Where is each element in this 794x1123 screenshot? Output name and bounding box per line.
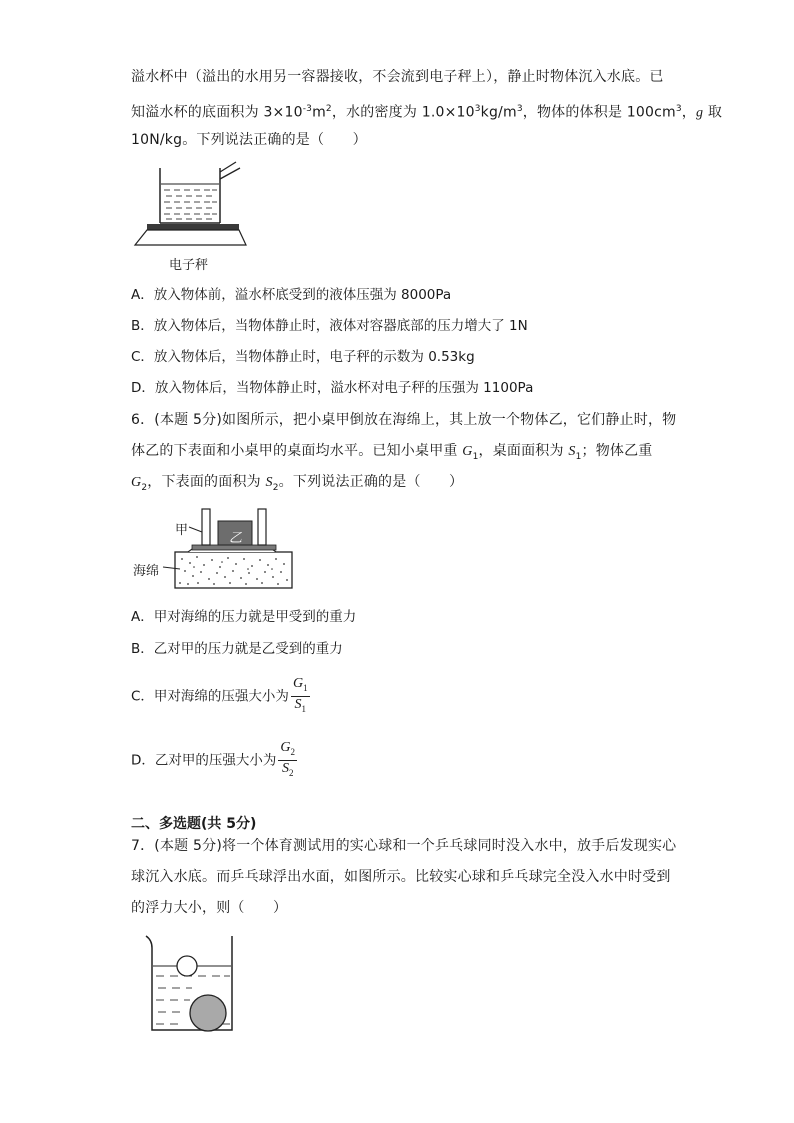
label-yi: 乙 [229,531,243,546]
fraction-d-numerator: G [280,740,291,755]
q6-option-a: A．甲对海绵的压力就是甲受到的重力 [131,609,357,625]
q5-line-2 [131,99,722,124]
q5-exp-1: -3 [302,104,313,114]
q5-line-2-text-e: ，物体的体积是 100cm [522,104,676,121]
overflow-cup-figure [130,160,255,250]
fraction-g2-over-s2 [278,740,297,781]
q7-line-2: 球沉入水底。而乒乓球浮出水面，如图所示。比较实心球和乒乓球完全没入水中时受到 [131,869,671,885]
q6-line-2-text-c: ；物体乙重 [581,443,653,459]
q6-line-2-text-a: 体乙的下表面和小桌甲的桌面均水平。已知小桌甲重 [131,443,463,459]
fraction-d-denominator: S [281,760,289,776]
fraction-c-numerator-sub: 1 [303,682,308,693]
q5-line-1: 溢水杯中（溢出的水用另一容器接收，不会流到电子秤上），静止时物体沉入水底。已 [131,69,664,85]
q6-s1-subscript: 1 [575,451,582,462]
q7-line-3: 的浮力大小，则（ ） [131,900,288,916]
q6-s1-symbol: S [568,444,576,459]
q7-line-1: 7．(本题 5分)将一个体育测试用的实心球和一个乒乓球同时没入水中，放手后发现实心 [131,838,677,854]
table-on-sponge-figure [130,505,295,593]
q6-g2-symbol: G [131,475,142,490]
q5-line-2-text-b: m [312,104,326,121]
q6-line-2 [131,441,653,467]
q6-line-3-text-b: 。下列说法正确的是（ ） [278,474,464,490]
q5-line-2-text-h: 取 [703,104,723,121]
q5-line-2-text-f: ， [681,104,696,121]
fraction-d-numerator-sub: 2 [290,746,296,757]
q6-g1-symbol: G [462,444,473,459]
fraction-g1-over-s1 [291,676,310,717]
fraction-d-denominator-sub: 2 [288,767,294,778]
q6-line-3-text-a: ，下表面的面积为 [147,474,266,490]
q5-line-3: 10N/kg。下列说法正确的是（ ） [131,132,367,148]
q5-g-symbol: g [696,105,704,121]
q5-option-b: B．放入物体后，当物体静止时，液体对容器底部的压力增大了 1N [131,318,528,334]
fraction-c-denominator: S [294,696,302,712]
q6-line-1: 6．(本题 5分)如图所示，把小桌甲倒放在海绵上，其上放一个物体乙，它们静止时，物 [131,412,677,428]
q5-line-2-text-d: kg/m [480,104,517,121]
q5-line-2-text-c: ，水的密度为 1.0×10 [331,104,475,121]
q6-option-d-text: D．乙对甲的压强大小为 [131,752,277,769]
q6-g2-subscript: 2 [141,482,148,493]
q6-option-c [131,676,310,717]
q5-option-c: C．放入物体后，当物体静止时，电子秤的示数为 0.53kg [131,349,475,365]
q5-exp-4: 3 [516,104,523,114]
q6-line-2-text-b: ，桌面面积为 [478,443,569,459]
beaker-figure [140,930,245,1040]
label-sponge: 海绵 [133,564,160,579]
q6-g1-subscript: 1 [472,451,479,462]
fraction-c-numerator: G [292,676,304,691]
q6-s2-subscript: 2 [272,482,279,493]
fraction-c-denominator-sub: 1 [301,703,306,714]
q5-option-a: A．放入物体前，溢水杯底受到的液体压强为 8000Pa [131,287,452,303]
q6-option-b: B．乙对甲的压力就是乙受到的重力 [131,641,343,657]
q5-line-2-text-a: 知溢水杯的底面积为 3×10 [131,104,303,121]
q5-exp-3: 3 [474,104,481,114]
q6-line-3 [131,472,463,498]
q5-option-d: D．放入物体后，当物体静止时，溢水杯对电子秤的压强为 1100Pa [131,380,534,396]
label-jia: 甲 [175,523,189,538]
scale-label: 电子秤 [169,258,209,273]
section-title-multi-choice: 二、多选题(共 5分) [131,816,257,832]
q5-exp-5: 3 [675,104,682,114]
q6-s2-symbol: S [265,475,273,490]
q6-option-d [131,740,297,781]
q5-exp-2: 2 [325,104,332,114]
q6-option-c-text: C．甲对海绵的压强大小为 [131,688,289,705]
